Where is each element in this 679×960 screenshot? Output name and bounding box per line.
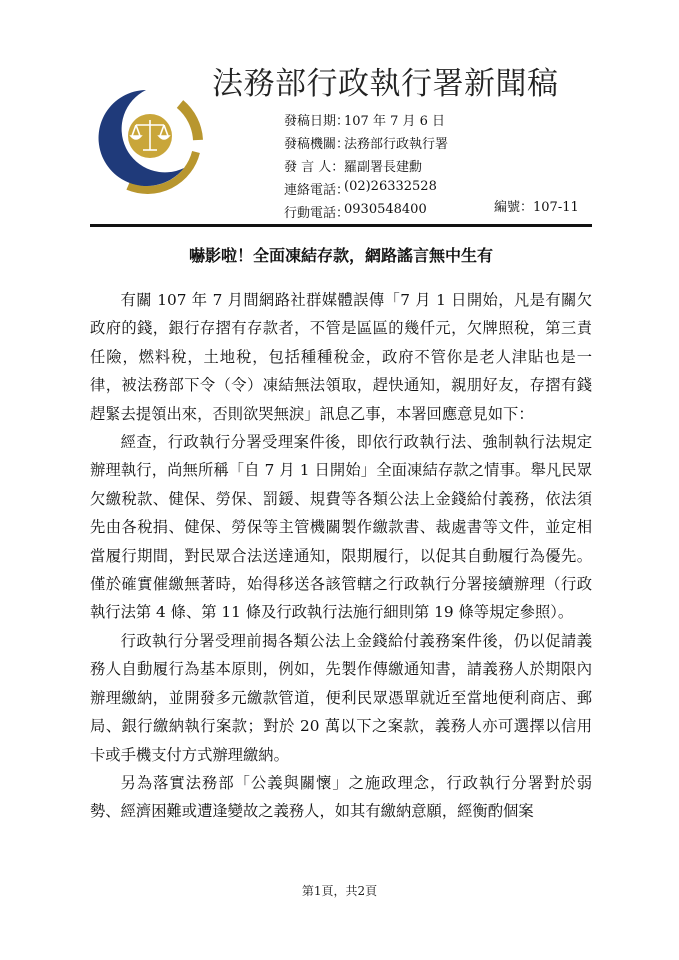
meta-value: (02)26332528: [344, 179, 437, 194]
issuing-agency-row: [284, 133, 584, 156]
release-date-row: [284, 110, 584, 133]
meta-label: 發稿日期：: [284, 114, 350, 129]
article-body: [90, 286, 592, 826]
paragraph: 行政執行分署受理前揭各類公法上金錢給付義務案件後，仍以促請義務人自動履行為基本原則，例如，先製作傳繳通知書，請義務人於期限內辦理繳納，並開發多元繳款管道，便利民眾憑單就近至當地便利商店、郵局、銀行繳納執行案款；對於 20 萬以下之案款，義務人亦可選擇以信用卡或手機支付方式辦理繳納。: [90, 631, 592, 764]
document-number: 編號：107-11: [494, 200, 579, 215]
meta-value: 0930548400: [344, 202, 427, 217]
paragraph: 經查，行政執行分署受理案件後，即依行政執行法、強制執行法規定辦理執行，尚無所稱「自 7 月 1 日開始」全面凍結存款之情事。舉凡民眾欠繳稅款、健保、勞保、罰鍰、規費等各類公法上金錢給付義務，依法須先由各稅捐、健保、勞保等主管機關製作繳款書、裁處書等文件，並定相當履行期間，對民眾合法送達通知，限期履行，以促其自動履行為優先。僅於確實催繳無著時，始得移送各該管轄之行政執行分署接續辦理（行政執行法第 4 條、第 11 條及行政執行法施行細則第 19 條等規定參照）。: [90, 433, 592, 622]
meta-label: 發 言 人：: [284, 160, 345, 175]
header-divider: [90, 224, 592, 227]
page-number: 第1頁，共2頁: [301, 884, 378, 898]
paragraph: 另為落實法務部「公義與關懷」之施政理念，行政執行分署對於弱勢、經濟困難或遭逢變故之義務人，如其有繳納意願，經衡酌個案: [90, 773, 592, 821]
meta-value: 法務部行政執行署: [344, 137, 449, 152]
scales-of-justice-seal-icon: [88, 82, 212, 194]
page-title: 法務部行政執行署新聞稿: [212, 66, 559, 102]
meta-value: 107 年 7 月 6 日: [344, 114, 446, 129]
meta-label: 行動電話：: [284, 206, 350, 221]
spokesperson-row: [284, 156, 584, 179]
paragraph: 有關 107 年 7 月間網路社群媒體誤傳「7 月 1 日開始，凡是有關欠政府的錢，銀行存摺有存款者，不管是區區的幾仟元，欠牌照稅，第三責任險，燃料稅，土地稅，包括種種稅金，政府不管你是老人津貼也是一律，被法務部下令（令）凍結無法領取，趕快通知，親朋好友，存摺有錢趕緊去提領出來，否則欲哭無淚」訊息乙事，本署回應意見如下：: [90, 291, 592, 423]
headline: 嚇影啦！全面凍結存款，網路謠言無中生有: [188, 246, 493, 265]
meta-value: 羅副署長建勳: [344, 160, 423, 175]
meta-label: 連絡電話：: [284, 183, 350, 198]
meta-label: 發稿機關：: [284, 137, 350, 152]
